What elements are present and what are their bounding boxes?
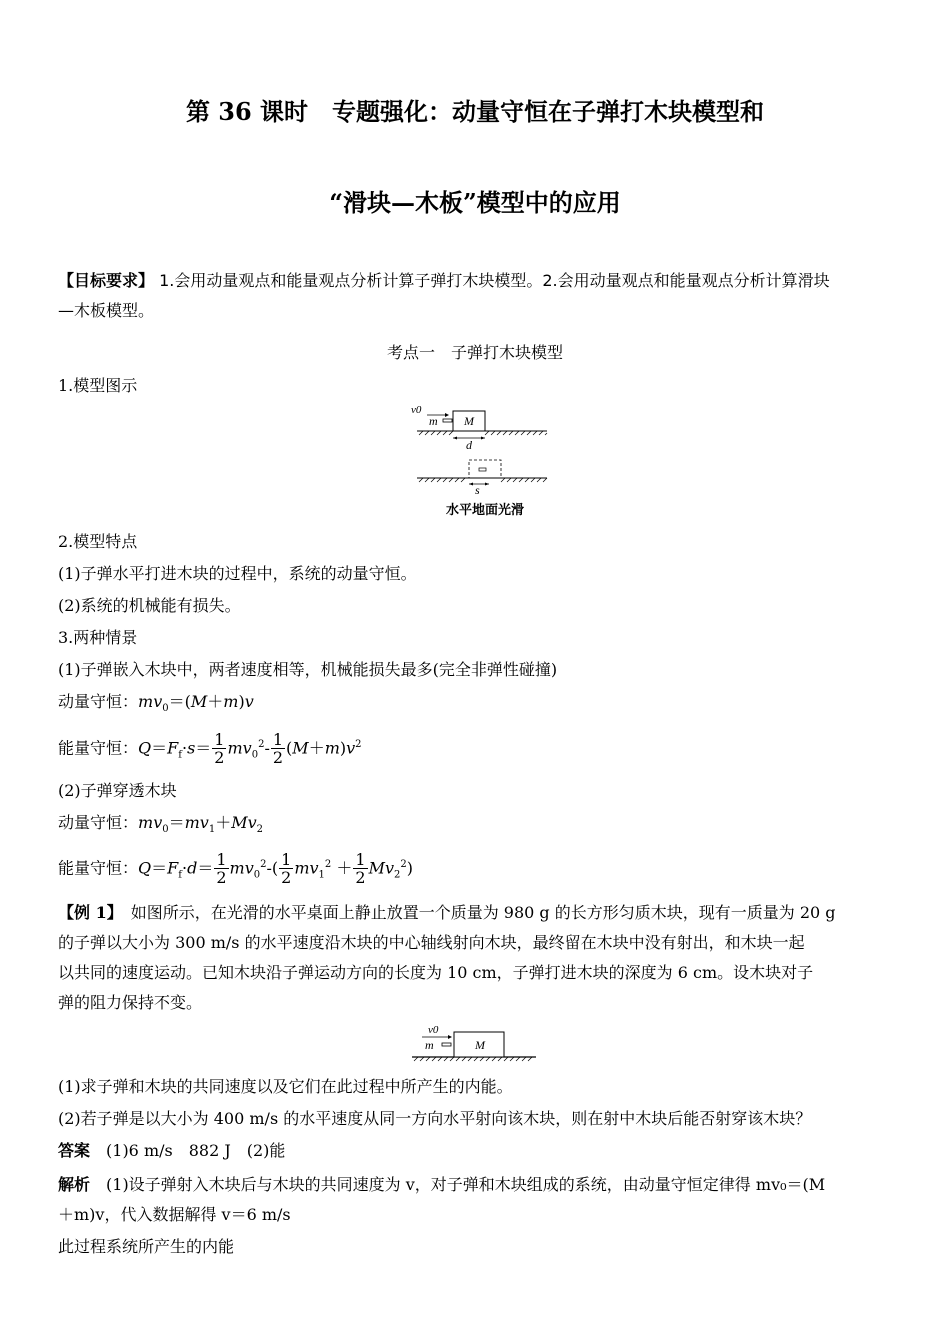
paragraph-case-pass: (2)子弹穿透木块: [58, 781, 177, 800]
question-2: (2)若子弹是以大小为 400 m/s 的水平速度从同一方向水平射向该木块，则在射中木块后能否射穿该木块？: [58, 1109, 812, 1128]
title-line-2: “滑块—木板”模型中的应用: [329, 188, 621, 217]
analysis-label: 解析: [58, 1175, 91, 1194]
section-heading: 考点一 子弹打木块模型: [386, 343, 563, 362]
equation-label: 动量守恒：: [58, 813, 139, 832]
label-m: m: [425, 1038, 434, 1052]
equation-energy-1: 能量守恒：$Q=F_f\cdot s=$ $\frac{1}{2}$ $mv_0^2-$ $\frac{1}{2}$ $(M+m)v^2$: [58, 730, 362, 768]
label-m: m: [429, 414, 438, 428]
answer-label: 答案: [58, 1141, 91, 1160]
answer-text: (1)6 m/s 882 J (2)能: [90, 1141, 286, 1160]
example-label: 【例 1】: [58, 903, 115, 922]
bullet: [442, 1043, 451, 1046]
label-M: M: [475, 1038, 485, 1052]
analysis-line-2: ＋m)v，代入数据解得 v＝6 m/s: [58, 1205, 291, 1224]
paragraph-case-embed: (1)子弹嵌入木块中，两者速度相等，机械能损失最多(完全非弹性碰撞): [58, 660, 558, 679]
example-figure: [408, 1020, 540, 1066]
goal-label: 【目标要求】: [58, 271, 155, 290]
example-line: 弹的阻力保持不变。: [58, 993, 203, 1012]
model-figure: [405, 400, 555, 500]
paragraph-momentum-conserved: (1)子弹水平打进木块的过程中，系统的动量守恒。: [58, 564, 417, 583]
example-line: 的子弹以大小为 300 m/s 的水平速度沿木块的中心轴线射向木块，最终留在木块中没有射出，和木块一起: [58, 933, 805, 952]
question-1: (1)求子弹和木块的共同速度以及它们在此过程中所产生的内能。: [58, 1077, 513, 1096]
equation-label: 能量守恒：: [58, 738, 139, 758]
label-d: d: [466, 438, 472, 452]
equation-energy-2: 能量守恒：$Q=F_f\cdot d=$ $\frac{1}{2}$ $mv_0^2-$( $\frac{1}{2}$ $mv_1^2$ ＋ $\frac{1}{2}$ $Mv_2^2$): [58, 850, 413, 888]
example-line: 如图所示，在光滑的水平桌面上静止放置一个质量为 980 g 的长方形匀质木块，现有一质量为 20 g: [114, 903, 836, 922]
bullet: [443, 419, 452, 422]
example-line: 以共同的速度运动。已知木块沿子弹运动方向的长度为 10 cm，子弹打进木块的深度为 6 cm。设木块对子: [58, 963, 814, 982]
equation-momentum-1: 动量守恒：$mv_0=(M+m)v$: [58, 692, 254, 715]
label-v0: v0: [428, 1024, 439, 1036]
label-s: s: [475, 483, 480, 497]
analysis-line-3: 此过程系统所产生的内能: [58, 1237, 235, 1256]
equation-label: 动量守恒：: [58, 692, 139, 711]
paragraph-model-figure: 1.模型图示: [58, 376, 138, 395]
figure-caption: 水平地面光滑: [445, 503, 524, 518]
equation-momentum-2: 动量守恒：$mv_0=mv_1+Mv_2$: [58, 813, 264, 836]
analysis-paragraph: [58, 1170, 892, 1230]
goal-text-2: —木板模型。: [58, 301, 155, 320]
equation-label: 能量守恒：: [58, 858, 139, 878]
title-line-1: 第 36 课时 专题强化：动量守恒在子弹打木块模型和: [185, 97, 765, 126]
paragraph-model-features: 2.模型特点: [58, 532, 138, 551]
analysis-line-1: (1)设子弹射入木块后与木块的共同速度为 v，对子弹和木块组成的系统，由动量守恒定律得 mv₀＝(M: [90, 1175, 826, 1194]
label-v0: v0: [411, 404, 422, 416]
goal-paragraph: [58, 266, 892, 326]
example-1-text: [58, 898, 892, 1018]
answer-line: [58, 1140, 892, 1162]
paragraph-two-cases: 3.两种情景: [58, 628, 138, 647]
label-M: M: [464, 414, 474, 428]
goal-text-1: 1.会用动量观点和能量观点分析计算子弹打木块模型。2.会用动量观点和能量观点分析计算滑块: [159, 271, 830, 290]
block-final-position: [469, 460, 501, 478]
paragraph-energy-loss: (2)系统的机械能有损失。: [58, 596, 241, 615]
